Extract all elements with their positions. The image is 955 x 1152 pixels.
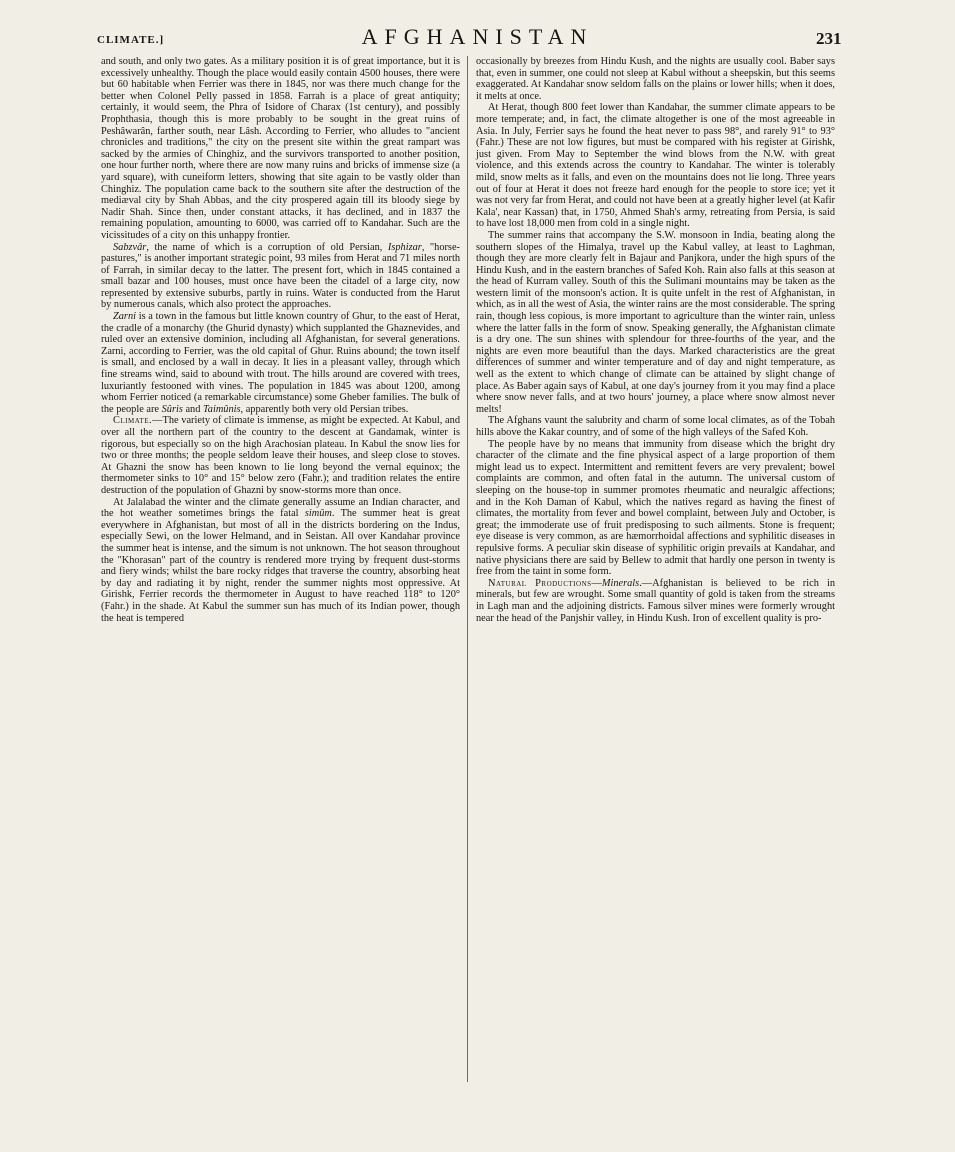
paragraph-farrah: and south, and only two gates. As a military position it is of great importance, but it is excessively unhealthy. Though the place would easily contain 4500 houses, there were but 60 habitable when Ferrier was there in 1845, nor was there much change for the better when Colonel Pelly passed in 1858. Farrah is a place of great antiquity; certainly, it would seem, the Phra of Isidore of Charax (1st century), and possibly Prophthasia, though this is more probably to be sought in the great ruins of Peshâwarân, farther south, near Lâsh. According to Ferrier, who alludes to "ancient chronicles and traditions," the city on the present site within the great rampart was sacked by the armies of Chinghiz, and the survivors transported to another position, one hour further north, where there are now many ruins and bricks of immense size (a yard square), with cuneiform letters, showing that site again to be vastly older than Chinghiz. The population came back to the southern site after the destruction of the mediæval city by Shah Abbas, and the city prospered again till its bloody siege by Nadir Shah. Since then, under constant attacks, it has declined, and in 1837 the remaining population, amounting to 6000, was carried off to Kandahar. Such are the vicissitudes of a city on this unhappy frontier. <box>101 56 460 241</box>
column-divider <box>467 56 468 1082</box>
paragraph-kabul-nights: occasionally by breezes from Hindu Kush, and the nights are usually cool. Baber says that, even in summer, one could not sleep at Kabul without a sheepskin, but this seems exaggerated. At Kandahar snow seldom falls on the plains or lower hills; when it does, it melts at once. <box>476 56 835 102</box>
left-column <box>101 56 460 624</box>
running-head-title: AFGHANISTAN <box>361 24 594 49</box>
place-name: Zarni <box>113 311 136 323</box>
paragraph-climate <box>101 415 460 496</box>
paragraph-text: . The summer heat is great everywhere in Afghanistan, but most of all in the districts bordering on the Indus, especially Sewi, on the lower Helmand, and in Seistan. All over Kandahar province the summer heat is intense, and the simum is not unknown. The hot season throughout the "Khorasan" part of the country is rendered more trying by frequent dust-storms and fiery winds; whilst the bare rocky ridges that traverse the country, absorbing heat by day and radiating it by night, render the summer nights most oppressive. At Girishk, Ferrier records the thermometer in August to have reached 118° to 120° (Fahr.) in the shade. At Kabul the summer sun has much of its Indian power, though the heat is tempered <box>101 508 460 624</box>
paragraph-jalalabad <box>101 497 460 625</box>
running-head-section: CLIMATE.] <box>97 34 165 46</box>
paragraph-sabzvar <box>101 242 460 312</box>
term: simûm <box>304 508 332 520</box>
paragraph-local-climates: The Afghans vaunt the salubrity and charm of some local climates, as of the Tobah hills above the Kakar country, and of some of the high valleys of the Safed Koh. <box>476 415 835 438</box>
paragraph-natural-productions <box>476 578 835 624</box>
paragraph-text: , the name of which is a corruption of old Persian, <box>146 241 388 253</box>
section-heading: Climate. <box>113 415 153 427</box>
paragraph-zarni <box>101 311 460 415</box>
paragraph-text: , "horse-pastures," is another important strategic point, 93 miles from Herat and 71 miles north of Farrah, in similar decay to the latter. The present fort, which in 1845 contained a small bazar and 100 houses, must once have been the citadel of a large city, now represented by extensive suburbs, partly in ruins. Water is conducted from the Harut by numerous canals, which also protect the approaches. <box>101 241 460 311</box>
paragraph-text: and <box>182 403 203 415</box>
place-name: Sabzvâr <box>113 241 147 253</box>
paragraph-text: —The variety of climate is immense, as might be expected. At Kabul, and over all the northern part of the country to the descent at Gandamak, winter is rigorous, but especially so on the high Arachosian plateau. In Kabul the snow lies for two or three months; the people seldom leave their houses, and sleep close to stoves. At Ghazni the snow has been known to lie long beyond the vernal equinox; the thermometer sinks to 10° and 15° below zero (Fahr.); and tradition relates the entire destruction of the population of Ghazni by snow-storms more than once. <box>101 415 460 496</box>
dash: — <box>591 577 602 589</box>
tribe-name: Sûris <box>161 403 183 415</box>
subsection-heading: Minerals <box>601 577 640 589</box>
right-column <box>476 56 835 624</box>
place-name-origin: Isphizar <box>387 241 422 253</box>
paragraph-herat: At Herat, though 800 feet lower than Kandahar, the summer climate appears to be more temperate; and, in fact, the climate altogether is one of the most agreeable in Asia. In July, Ferrier says he found the heat never to pass 98°, and rarely 91° to 93° (Fahr.) These are not low figures, but must be compared with his register at Girishk, just given. From May to September the wind blows from the N.W. with great violence, and this extends across the country to Kandahar. The winter is tolerably mild, snow melts as it falls, and even on the mountains does not lie long. Three years out of four at Herat it does not freeze hard enough for the people to store ice; yet it was not very far from Herat, and could not have been at a greatly higher level (at Kafir Kala', near Kassan) that, in 1750, Ahmed Shah's army, retreating from Persia, is said to have lost 18,000 men from cold in a single night. <box>476 102 836 230</box>
paragraph-disease: The people have by no means that immunity from disease which the bright dry character of the climate and the fine physical aspect of a large proportion of them might lead us to expect. Intermittent and remittent fevers are very prevalent; bowel complaints are common, and often fatal in the autumn. The universal custom of sleeping on the house-top in summer promotes rheumatic and neuralgic affections; and in the Koh Daman of Kabul, which the natives regard as having the finest of climates, the mortality from fever and bowel complaint, between July and October, is great; the immoderate use of fruit predisposing to such ailments. Stone is frequent; eye disease is very common, as are hæmorrhoidal affections and syphilitic diseases in repulsive forms. A peculiar skin disease of syphilitic origin prevails at Kandahar, and native physicians there are said by Bellew to admit that hardly one person in twenty is free from the taint in some form. <box>476 438 835 578</box>
paragraph-text: , apparently both very old Persian tribes. <box>240 403 409 415</box>
paragraph-text: .—Afghanistan is believed to be rich in minerals, but few are wrought. Some small quantity of gold is taken from the streams in Lagh man and the adjoining districts. Famous silver mines were formerly wrought near the head of the Panjshir valley, in Hindu Kush. Iron of excellent quality is pro- <box>476 577 835 624</box>
paragraph-text: At Jalalabad the winter and the climate generally assume an Indian character, and the hot weather sometimes brings the fatal <box>101 496 460 520</box>
tribe-name: Taimûnis <box>202 403 241 415</box>
paragraph-monsoon: The summer rains that accompany the S.W. monsoon in India, beating along the southern slopes of the Himalya, travel up the Kabul valley, at least to Laghman, though they are more clearly felt in Bajaur and Panjkora, under the high spurs of the Hindu Kush, and in the eastern branches of Safed Koh. Rain also falls at this season at the head of Kurram valley. South of this the Sulimani mountains may be taken as the western limit of the monsoon's action. It is quite unfelt in the rest of Afghanistan, in which, as in all the west of Asia, the winter rains are the most considerable. The spring rain, though less copious, is more important to agriculture than the winter rain, unless where the latter falls in the form of snow. Speaking generally, the Afghanistan climate is a dry one. The sun shines with splendour for three-fourths of the year, and the nights are even more beautiful than the days. Marked characteristics are the great differences of summer and winter temperature and of day and night temperature, as well as the extent to which change of climate can be attained by slight change of place. As Baber again says of Kabul, at one day's journey from it you may find a place where snow never falls, and at two hours' journey, a place where snow almost never melts! <box>476 229 835 415</box>
page-number: 231 <box>816 29 842 48</box>
section-heading: Natural Productions <box>488 577 592 589</box>
paragraph-text: is a town in the famous but little known country of Ghur, to the east of Herat, the cradle of a monarchy (the Ghurid dynasty) which supplanted the Ghaznevides, and ruled over an extensive dominion, including all Afghanistan, for several generations. Zarni, according to Ferrier, was the old capital of Ghur. Ruins abound; the town itself is small, and enclosed by a wall in decay. It lies in a pleasant valley, through which fine streams wind, said to abound with trout. The hills around are covered with trees, luxuriantly festooned with vines. The population in 1845 was about 1200, among whom Ferrier noticed (a remarkable circumstance) some Gheber families. The bulk of the people are <box>101 311 460 415</box>
